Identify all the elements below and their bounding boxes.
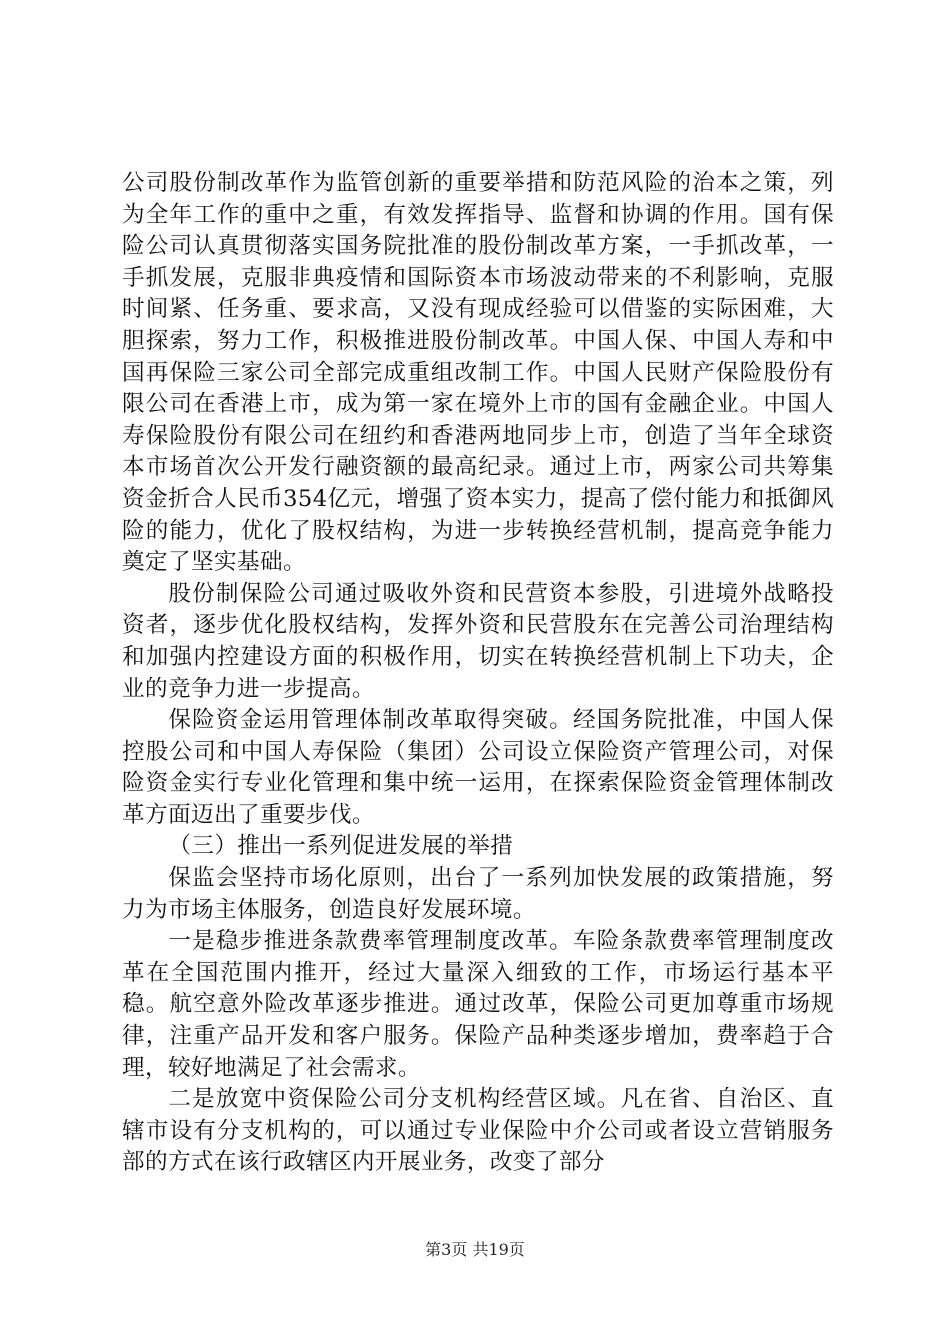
paragraph: 二是放宽中资保险公司分支机构经营区域。凡在省、自治区、直辖市设有分支机构的，可以通过专业保险中介公司或者设立营销服务部的方式在该行政辖区内开展业务，改变了部分	[122, 1086, 834, 1176]
paragraph: 一是稳步推进条款费率管理制度改革。车险条款费率管理制度改革在全国范围内推开，经过大量深入细致的工作，市场运行基本平稳。航空意外险改革逐步推进。通过改革，保险公司更加尊重市场规律，注重产品开发和客户服务。保险产品种类逐步增加，费率趋于合理，较好地满足了社会需求。	[122, 928, 834, 1081]
paragraph: 股份制保险公司通过吸收外资和民营资本参股，引进境外战略投资者，逐步优化股权结构，发挥外资和民营股东在完善公司治理结构和加强内控建设方面的积极作用，切实在转换经营机制上下功夫，企业的竞争力进一步提高。	[122, 580, 834, 702]
paragraph: 公司股份制改革作为监管创新的重要举措和防范风险的治本之策，列为全年工作的重中之重，有效发挥指导、监督和协调的作用。国有保险公司认真贯彻落实国务院批准的股份制改革方案，一手抓改革，一手抓发展，克服非典疫情和国际资本市场波动带来的不利影响，克服时间紧、任务重、要求高，又没有现成经验可以借鉴的实际困难，大胆探索，努力工作，积极推进股份制改革。中国人保、中国人寿和中国再保险三家公司全部完成重组改制工作。中国人民财产保险股份有限公司在香港上市，成为第一家在境外上市的国有金融企业。中国人寿保险股份有限公司在纽约和香港两地同步上市，创造了当年全球资本市场首次公开发行融资额的最高纪录。通过上市，两家公司共筹集资金折合人民币354亿元，增强了资本实力，提高了偿付能力和抵御风险的能力，优化了股权结构，为进一步转换经营机制，提高竞争能力奠定了坚实基础。	[122, 170, 834, 576]
paragraph: 保险资金运用管理体制改革取得突破。经国务院批准，中国人保控股公司和中国人寿保险（集团）公司设立保险资产管理公司，对保险资金实行专业化管理和集中统一运用，在探索保险资金管理体制改革方面迈出了重要步伐。	[122, 707, 834, 828]
document-body	[122, 168, 834, 1179]
page-footer: 第3页 共19页	[425, 1240, 525, 1259]
section-heading: （三）推出一系列促进发展的举措	[168, 833, 514, 860]
paragraph: 保监会坚持市场化原则，出台了一系列加快发展的政策措施，努力为市场主体服务，创造良好发展环境。	[122, 865, 834, 923]
